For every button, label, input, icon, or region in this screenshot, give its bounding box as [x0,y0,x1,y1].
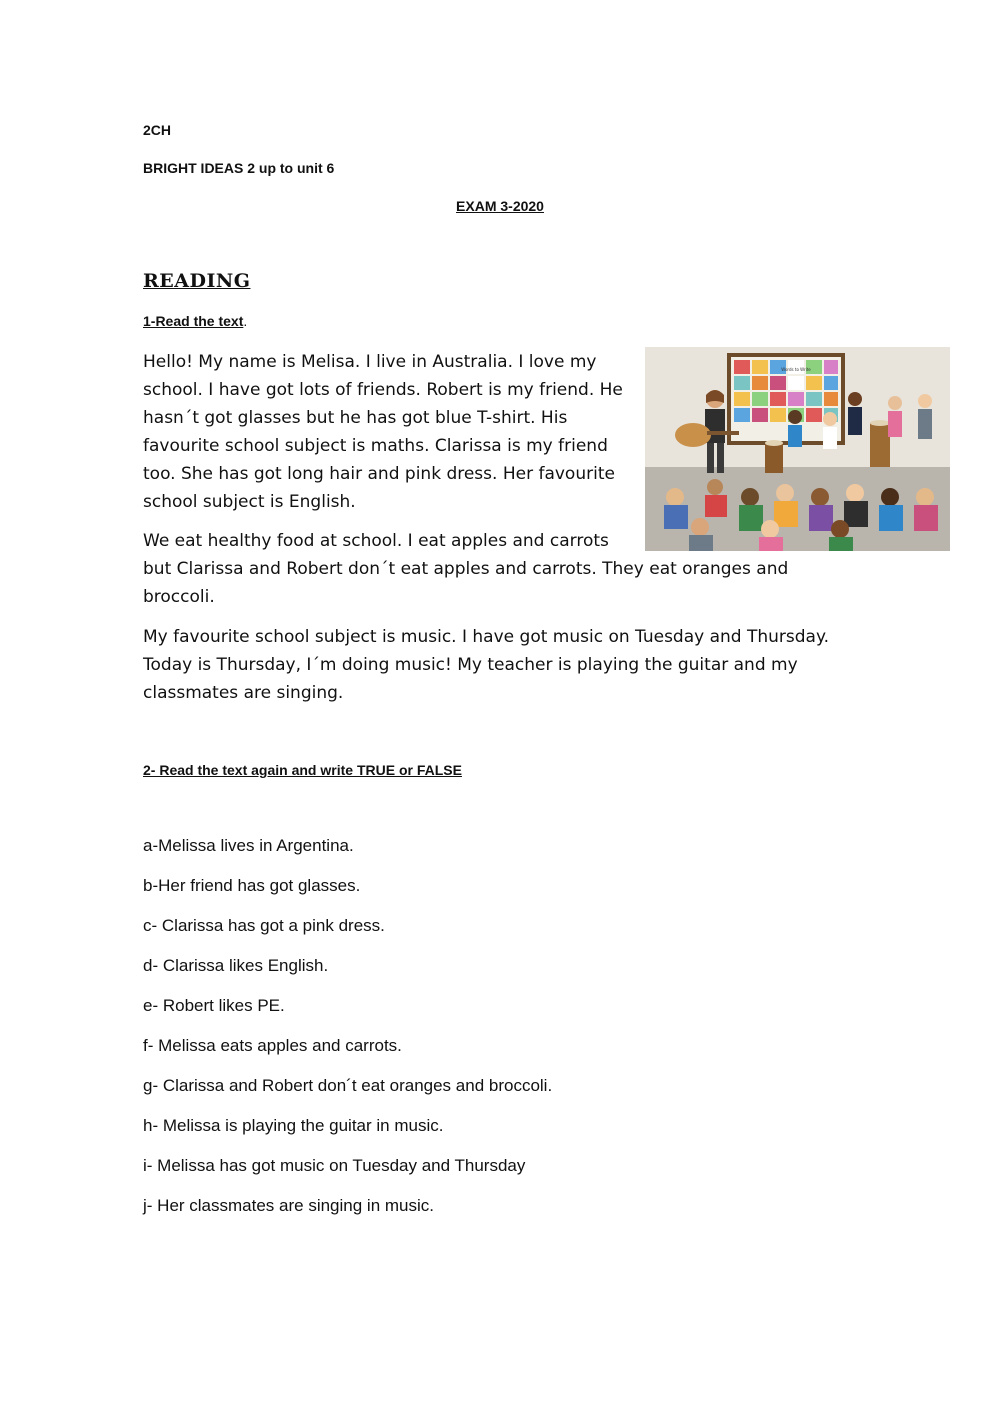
story-paragraph-3: My favourite school subject is music. I have got music on Tuesday and Thursday. Today is Thursday, I´m doing music! My teacher is playing the guitar and my classmates are singing. [143,627,830,703]
question-i: i- Melissa has got music on Tuesday and Thursday [143,1156,526,1175]
question-j: j- Her classmates are singing in music. [143,1196,434,1215]
story-paragraph-2-rest: but Clarissa and Robert don´t eat apples and carrots. They eat oranges and broccoli. [143,559,789,607]
question-a: a-Melissa lives in Argentina. [143,836,354,855]
course-title: BRIGHT IDEAS 2 up to unit 6 [143,160,335,176]
task-1-label: 1-Read the text [143,313,244,329]
task-2-label: 2- Read the text again and write TRUE or FALSE [143,762,462,778]
task-2-instruction [143,762,462,778]
exam-title: EXAM 3-2020 [456,198,544,214]
question-e: e- Robert likes PE. [143,996,285,1015]
question-c: c- Clarissa has got a pink dress. [143,916,385,935]
task-1-instruction [143,313,247,329]
story-paragraph-2-line-1: We eat healthy food at school. I eat apples and carrots [143,531,609,551]
question-f: f- Melissa eats apples and carrots. [143,1036,402,1055]
question-d: d- Clarissa likes English. [143,956,329,975]
board-sign: Words to Write [781,367,811,372]
question-h: h- Melissa is playing the guitar in music. [143,1116,444,1135]
question-b: b-Her friend has got glasses. [143,876,361,895]
question-g: g- Clarissa and Robert don´t eat oranges and broccoli. [143,1076,553,1095]
task-1-suffix: . [243,313,248,329]
class-code: 2CH [143,122,172,138]
section-heading-reading: READING [143,270,251,292]
story-paragraph-1: Hello! My name is Melisa. I live in Australia. I love my school. I have got lots of friends. Robert is my friend. He hasn´t got glasses but he has got blue T-shirt. His favourite school subject is maths. Clarissa is my friend too. She has got long hair and pink dress. Her favourite school subject is English. [143,352,623,512]
classroom-music-photo [645,347,950,551]
